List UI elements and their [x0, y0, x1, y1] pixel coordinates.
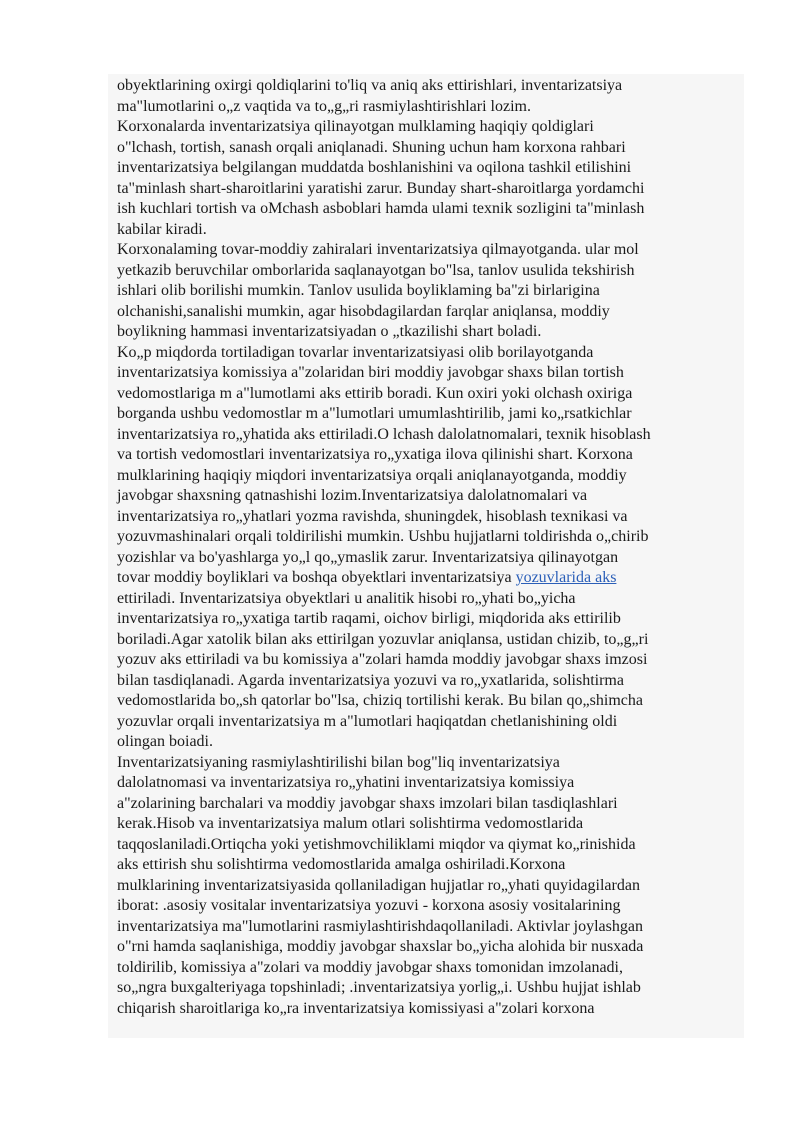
text-line: Korxonalarda inventarizatsiya qilinayotgan mulklaming haqiqiy qoldiglari: [117, 118, 594, 135]
text-line: inventarizatsiya ro„yxatiga tartib raqami, oichov birligi, miqdorida aks ettirilib: [117, 610, 621, 627]
text-line: o"rni hamda saqlanishiga, moddiy javobgar shaxslar bo„yicha alohida bir nusxada: [117, 938, 644, 955]
text-line: inventarizatsiya belgilangan muddatda boshlanishini va oqilona tashkil etilishini: [117, 159, 632, 176]
text-line: kerak.Hisob va inventarizatsiya malum otlari solishtirma vedomostlarida: [117, 815, 584, 832]
text-line: Korxonalaming tovar-moddiy zahiralari inventarizatsiya qilmayotganda. ular mol: [117, 241, 639, 258]
text-line: obyektlarining oxirgi qoldiqlarini to'liq va aniq aks ettirishlari, inventarizatsiya: [117, 77, 623, 94]
text-line-with-link: [117, 568, 747, 589]
text-line: yozuvmashinalari orqali toldirilishi mumkin. Ushbu hujjatlarni toldirishda o„chirib: [117, 528, 649, 545]
text-line: so„ngra buxgalteriyaga topshinladi; .inventarizatsiya yorlig„i. Ushbu hujjat ishlab: [117, 979, 641, 996]
text-line: ta"minlash shart-sharoitlarini yaratishi zarur. Bunday shart-sharoitlarga yordamchi: [117, 179, 645, 197]
text-line: Ko„p miqdorda tortiladigan tovarlar inventarizatsiyasi olib borilayotganda: [117, 343, 594, 361]
text-line: mulklarining inventarizatsiyasida qollaniladigan hujjatlar ro„yhati quyidagilardan: [117, 876, 640, 894]
text-line: inventarizatsiya ma"lumotlarini rasmiylashtirishdaqollaniladi. Aktivlar joylashgan: [117, 917, 643, 935]
text-line: vedomostlariga m a"lumotlami aks ettirib boradi. Kun oxiri yoki olchash oxiriga: [117, 384, 633, 402]
text-line: dalolatnomasi va inventarizatsiya ro„yhatini inventarizatsiya komissiya: [117, 774, 575, 791]
text-line: vedomostlarida bo„sh qatorlar bo"lsa, chiziq tortilishi kerak. Bu bilan qo„shimcha: [117, 692, 643, 709]
text-line: va tortish vedomostlari inventarizatsiya ro„yxatiga ilova qilinishi shart. Korxona: [117, 446, 633, 463]
text-line: toldirilib, komissiya a"zolari va moddiy javobgar shaxs tomonidan imzolanadi,: [117, 958, 623, 976]
text-line: ishlari olib borilishi mumkin. Tanlov usulida boyliklaming ba"zi birlarigina: [117, 282, 600, 299]
text-line: inventarizatsiya ro„yhatlari yozma ravishda, shuningdek, hisoblash texnikasi va: [117, 507, 628, 525]
text-line: taqqoslaniladi.Ortiqcha yoki yetishmovchiliklami miqdor va qiymat ko„rinishida: [117, 835, 636, 853]
text-line: yozuvlar orqali inventarizatsiya m a"lumotlari haqiqatdan chetlanishining oldi: [117, 712, 618, 730]
text-line: chiqarish sharoitlariga ko„ra inventarizatsiya komissiyasi a"zolari korxona: [117, 999, 595, 1017]
text-line: ettiriladi. Inventarizatsiya obyektlari u analitik hisobi ro„yhati bo„yicha: [117, 589, 576, 607]
text-line: bilan tasdiqlanadi. Agarda inventarizatsiya yozuvi va ro„yxatlarida, solishtirma: [117, 671, 624, 689]
text-line: inventarizatsiya komissiya a"zolaridan biri moddiy javobgar shaxs bilan tortish: [117, 364, 624, 381]
text-line: Inventarizatsiyaning rasmiylashtirilishi bilan bog"liq inventarizatsiya: [117, 753, 560, 771]
text-line: inventarizatsiya ro„yhatida aks ettiriladi.O lchash dalolatnomalari, texnik hisoblash: [117, 425, 651, 443]
text-line: olchanishi,sanalishi mumkin, agar hisobdagilardan farqlar aniqlansa, moddiy: [117, 302, 610, 320]
inline-link[interactable]: yozuvlarida aks: [515, 569, 617, 586]
text-line: mulklarining haqiqiy miqdori inventarizatsiya orqali aniqlanayotganda, moddiy: [117, 466, 627, 484]
text-line: yozishlar va bo'yashlarga yo„l qo„ymaslik zarur. Inventarizatsiya qilinayotgan: [117, 548, 619, 566]
text-line: borganda ushbu vedomostlar m a"lumotlari umumlashtirilib, jami ko„rsatkichlar: [117, 405, 632, 422]
text-line-prefix: tovar moddiy boyliklari va boshqa obyektlari inventarizatsiya: [117, 569, 516, 586]
text-line: aks ettirish shu solishtirma vedomostlarida amalga oshiriladi.Korxona: [117, 856, 566, 873]
text-line: o"lchash, tortish, sanash orqali aniqlanadi. Shuning uchun ham korxona rahbari: [117, 138, 626, 156]
text-line: javobgar shaxsning qatnashishi lozim.Inventarizatsiya dalolatnomalari va: [117, 487, 588, 504]
text-line: kabilar kiradi.: [117, 220, 207, 238]
text-line: boylikning hammasi inventarizatsiyadan o „tkazilishi shart boladi.: [117, 323, 542, 340]
document-body: [117, 76, 747, 1019]
text-line: ish kuchlari tortish va oMchash asboblari hamda ulami texnik sozligini ta"minlash: [117, 200, 645, 217]
text-line: yozuv aks ettiriladi va bu komissiya a"zolari hamda moddiy javobgar shaxs imzosi: [117, 651, 648, 668]
text-line: a"zolarining barchalari va moddiy javobgar shaxs imzolari bilan tasdiqlashlari: [117, 794, 618, 812]
text-line: ma"lumotlarini o„z vaqtida va to„g„ri rasmiylashtirishlari lozim.: [117, 97, 531, 115]
text-line: yetkazib beruvchilar omborlarida saqlanayotgan bo"lsa, tanlov usulida tekshirish: [117, 261, 635, 279]
text-line: boriladi.Agar xatolik bilan aks ettirilgan yozuvlar aniqlansa, ustidan chizib, to„g„ri: [117, 630, 649, 648]
text-line: olingan boiadi.: [117, 733, 213, 750]
text-line: iborat: .asosiy vositalar inventarizatsiya yozuvi - korxona asosiy vositalarining: [117, 897, 621, 914]
